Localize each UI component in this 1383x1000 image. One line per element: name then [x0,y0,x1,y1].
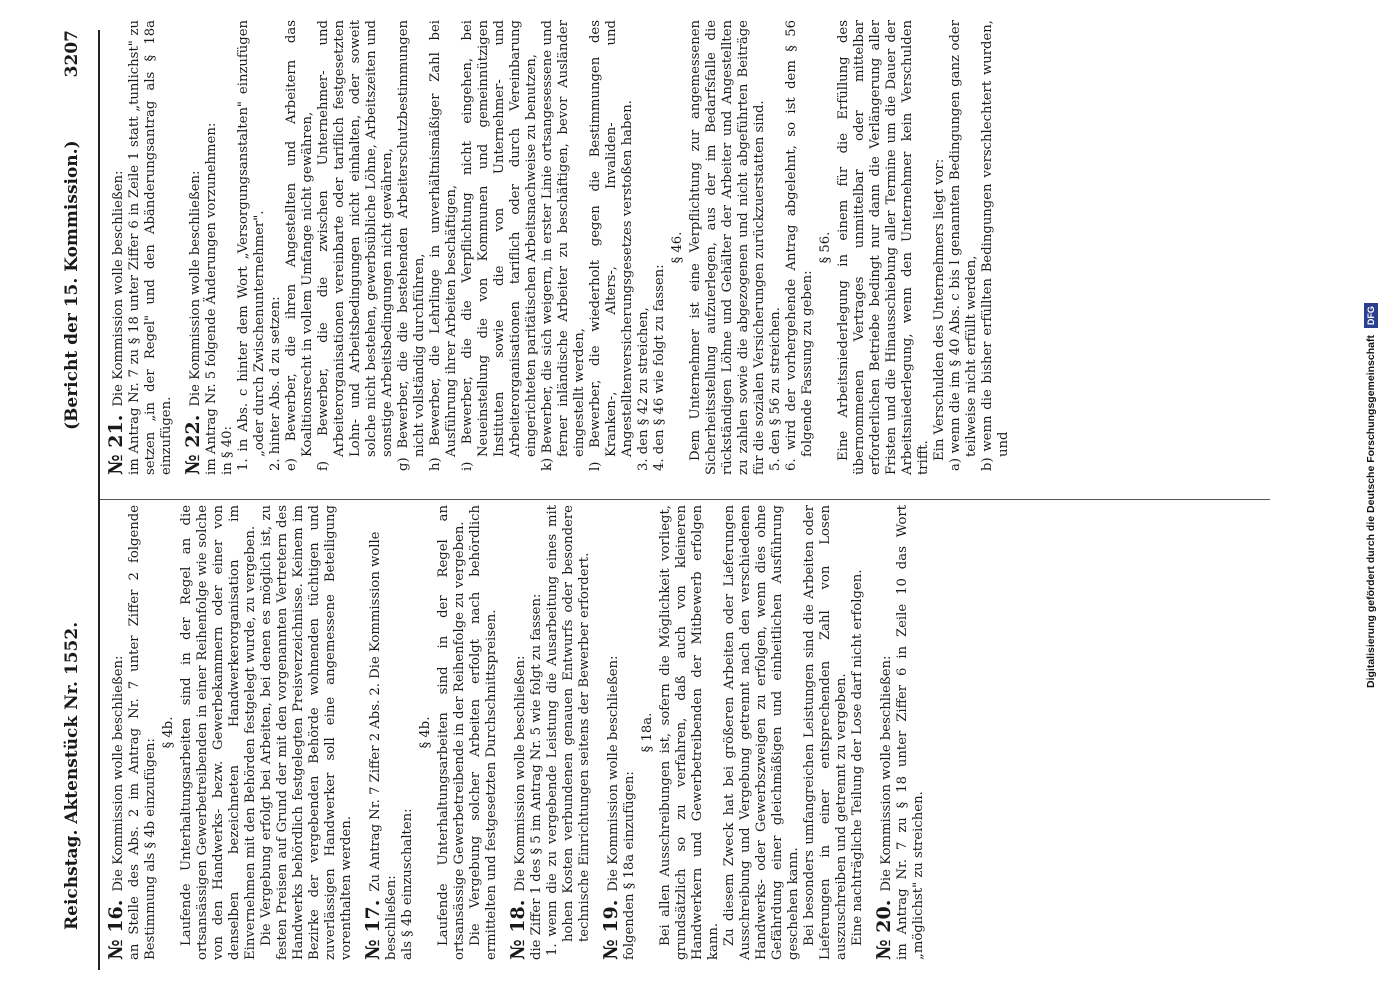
list-item: k) Bewerber, die sich weigern, in erster Linie ortsangesessene und ferner inländische Arbeiter zu beschäftigen, bevor Ausländer eingestellt werden, [540,20,587,471]
list-item: g) Bewerber, die die bestehenden Arbeiterschutzbestimmungen nicht vollständig durchführen, [396,20,427,471]
paragraph-text: Laufende Unterhaltungsarbeiten sind in der Regel an die ortsansässigen Gewerbetreibenden in einer Reihenfolge wie solche von den Handwerks- bezw. Gewerbekammern oder einer von denselben bezeichneten Handwerkerorganisation im Einvernehmen mit den Behörden festgelegt wurde, zu vergeben. [179,505,258,960]
section-intro: Zu Antrag Nr. 7 Ziffer 2 Abs. 2. Die Kommission wolle beschließen: [368,531,399,960]
section-number: № 22. [182,414,204,475]
paragraph-text: Eine Arbeitsniederlegung in einem für die Erfüllung des übernommenen Vertrages unmittelbar oder mittelbar erforderlichen Betriebe bedingt nur dann die Verlängerung aller Fristen und die Hinausschiebung aller Termine um die Dauer der Arbeitsniederlegung, wenn den Unternehmer kein Verschulden trifft. [836,20,931,475]
list-item: 6. wird der vorhergehende Antrag abgelehnt, so ist dem § 56 folgende Fassung zu geben: [784,20,815,471]
section-intro: Die Kommission wolle beschließen: [513,655,528,892]
paragraph-text: Zu diesem Zweck hat bei größeren Arbeiten oder Lieferungen Ausschreibung und Vergebung getrennt nach den verschiedenen Handwerks- oder Gewerbszweigen zu erfolgen, wenn dies ohne Gefährdung einer gleichmäßigen und einheitlichen Ausführung geschehen kann. [722,505,801,960]
dfg-credit-text [1361,8,1381,688]
section-number: № 17. [362,899,384,960]
paragraph-heading: § 4b. [161,716,176,749]
list-item: 1. in Abs. c hinter dem Wort „Versorgungsanstalten" einzufügen „oder durch Zwischenunternehmer". [236,20,267,471]
list-item: 2. hinter Abs. d zu setzen: [268,296,283,471]
section-lead: im Antrag Nr. 7 zu § 18 unter Ziffer 6 in Zeile 10 das Wort „möglichst" zu streichen. [895,505,926,960]
section-number: № 18. [507,899,529,960]
list-item: in § 40: [220,426,235,475]
list-item: h) Bewerber, die Lehrlinge in unverhältnismäßiger Zahl bei Ausführung ihrer Arbeiten beschäftigen, [428,20,459,471]
paragraph-heading: § 4b. [418,716,433,749]
paragraph-text: Laufende Unterhaltungsarbeiten sind in der Regel an ortsansässige Gewerbetreibende in der Reihenfolge zu vergeben. [436,505,467,960]
paragraph-text: Die Vergebung erfolgt bei Arbeiten, bei denen es möglich ist, zu festen Preisen auf Grund der mit den vorgenannten Vertretern des Handwerks behördlich festgelegten Preisverzeichnisse. Keinem im Bezirke der vergebenden Behörde wohnenden tüchtigen und zuverlässigen Handwerker soll eine angemessene Beteiligung vorenthalten werden. [259,505,354,960]
section-19 [600,505,866,960]
paragraph-text: Bei allen Ausschreibungen ist, sofern die Möglichkeit vorliegt, grundsätzlich so zu verfahren, daß auch von kleineren Handwerkern und Gewerbetreibenden der Mitbewerb erfolgen kann. [658,505,721,960]
paragraph-heading: § 56. [818,231,833,264]
right-column [105,20,1022,475]
section-lead: im Antrag Nr. 7 zu § 18 unter Ziffer 6 in Zeile 1 statt „tunlichst" zu setzen „in der Regel" und den Abänderungsantrag als § 18a einzufügen. [127,20,174,475]
section-number: № 16. [105,899,127,960]
section-intro: Die Kommission wolle beschließen: [111,655,126,892]
paragraph-text: Bei besonders umfangreichen Leistungen sind die Arbeiten oder Lieferungen in einer entsprechenden Zahl von Losen auszuschreiben und getrennt zu vergeben. [802,505,849,960]
section-number: № 21. [105,414,127,475]
dfg-credit [1361,8,1381,688]
section-16 [105,505,355,960]
dfg-note: Digitalisierung gefördert durch die Deutsche Forschungsgemeinschaft [1365,335,1377,688]
section-lead: an Stelle des Abs. 2 im Antrag Nr. 7 unter Ziffer 2 folgende Bestimmung als § 4b einzufügen: [127,505,158,960]
page-header [52,30,92,970]
section-number: № 19. [600,899,622,960]
list-item: 1. wenn die zu vergebende Leistung die Ausarbeitung eines mit hohen Kosten verbundenen genauen Entwurfs oder besondere technische Einrichtungen seitens der Bewerber erfordert. [545,505,592,956]
paragraph-text: Dem Unternehmer ist eine Verpflichtung zur angemessenen Sicherheitsstellung aufzuerlegen, aus der im Bedarfsfalle die rückständigen Löhne und Gehälter der Arbeiter und Angestellten zu zahlen sowie die abgezogenen und nicht abgeführten Beiträge für die sozialen Versicherungen zurückzuerstatten sind. [688,20,767,475]
header-rule [98,30,100,970]
section-17 [362,505,500,960]
section-lead: die Ziffer 1 des § 5 im Antrag Nr. 5 wie folgt zu fassen: [529,593,544,960]
section-lead: als § 4b einzuschalten: [400,808,415,960]
section-lead: folgenden § 18a einzufügen: [622,771,637,960]
section-18 [507,505,593,960]
list-item: 3. den § 42 zu streichen, [636,307,651,471]
section-21 [105,20,175,475]
paragraph-heading: § 46. [670,231,685,264]
dfg-logo: DFG [1364,303,1378,328]
column-divider [100,499,1270,500]
section-intro: Die Kommission wolle beschließen: [111,170,126,407]
section-intro: Die Kommission wolle beschließen: [188,170,203,407]
section-22 [182,20,1012,475]
header-left: Reichstag. Aktenstück Nr. 1552. [62,621,82,930]
section-intro: Die Kommission wolle beschließen: [879,655,894,892]
section-20 [873,505,927,960]
paragraph-text: Die Vergebung solcher Arbeiten erfolgt nach behördlich ermittelten und festgesetzten Durchschnittspreisen. [468,505,499,960]
list-item: l) Bewerber, die wiederholt gegen die Bestimmungen des Kranken-, Alters-, Invaliden- und Angestelltenversicherungsgesetzes verstoßen haben. [588,20,635,471]
list-item: 5. den § 56 zu streichen. [768,307,783,471]
paragraph-heading: § 18a. [640,712,655,753]
left-column [105,505,937,960]
section-lead: im Antrag Nr. 5 folgende Änderungen vorzunehmen: [204,122,219,475]
list-item: i) Bewerber, die die Verpflichtung nicht eingehen, bei Neueinstellung die von Kommunen und gemeinnützigen Instituten sowie die von Unternehmer- und Arbeiterorganisationen tariflich oder durch Vereinbarung eingerichteten paritätischen Arbeitsnachweise zu benutzen, [460,20,539,471]
paragraph-text: Eine nachträgliche Teilung der Lose darf nicht erfolgen. [850,569,865,946]
paragraph-text: Ein Verschulden des Unternehmers liegt vor: [932,158,947,461]
list-item: a) wenn die im § 40 Abs. c bis l genannten Bedingungen ganz oder teilweise nicht erfüllt werden, [948,20,979,471]
list-item: b) wenn die bisher erfüllten Bedingungen verschlechtert wurden, und [980,20,1011,471]
list-item: 4. den § 46 wie folgt zu fassen: [652,264,667,471]
list-item: e) Bewerber, die ihren Angestellten und Arbeitern das Koalitionsrecht in vollem Umfange nicht gewähren, [284,20,315,471]
list-item: f) Bewerber, die die zwischen Unternehmer- und Arbeiterorganisationen vereinbarte oder tariflich festgesetzten Lohn- und Arbeitsbedingungen nicht einhalten, oder soweit solche nicht bestehen, gewerbsübliche Löhne, Arbeitszeiten und sonstige Arbeitsbedingungen nicht gewähren, [316,20,395,471]
section-intro: Die Kommission wolle beschließen: [606,655,621,892]
section-number: № 20. [873,899,895,960]
header-middle: (Bericht der 15. Kommission.) [62,140,82,430]
page-number: 3207 [62,30,82,78]
